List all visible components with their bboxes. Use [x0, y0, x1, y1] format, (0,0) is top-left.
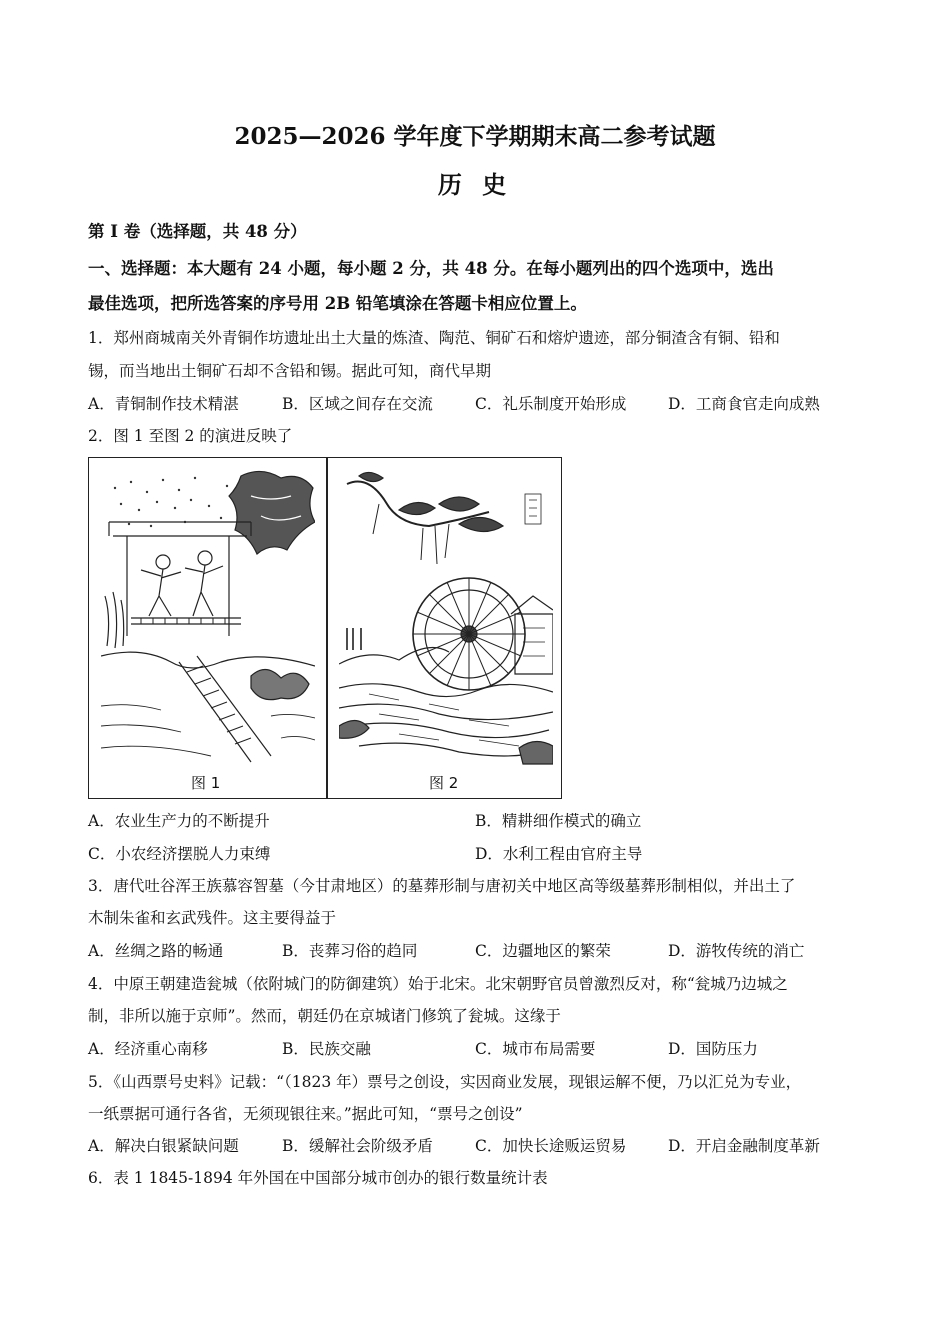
question-4-option-d: D．国防压力: [668, 1040, 758, 1058]
figure-1-caption: 图 1: [191, 774, 221, 792]
question-2-option-d: D．水利工程由官府主导: [475, 845, 643, 863]
question-3-option-c: C．边疆地区的繁荣: [475, 942, 611, 960]
question-1-option-c: C．礼乐制度开始形成: [475, 395, 627, 413]
question-1-line-2: 锡，而当地出土铜矿石却不含铅和锡。据此可知，商代早期: [88, 362, 492, 380]
question-4-option-c: C．城市布局需要: [475, 1040, 596, 1058]
question-4-option-b: B．民族交融: [282, 1040, 371, 1058]
question-5-option-b: B．缓解社会阶级矛盾: [282, 1137, 433, 1155]
question-1-option-a: A．青铜制作技术精湛: [88, 395, 239, 413]
question-5-option-c: C．加快长途贩运贸易: [475, 1137, 627, 1155]
question-5-option-d: D．开启金融制度革新: [668, 1137, 820, 1155]
question-6-line-1: 6．表 1 1845-1894 年外国在中国部分城市创办的银行数量统计表: [88, 1169, 548, 1187]
section-heading: 第 I 卷（选择题，共 48 分）: [88, 222, 307, 241]
section-instruction-line2: 最佳选项，把所选答案的序号用 2B 铅笔填涂在答题卡相应位置上。: [88, 294, 587, 313]
question-3-option-d: D．游牧传统的消亡: [668, 942, 805, 960]
question-5-option-a: A．解决白银紧缺问题: [88, 1137, 239, 1155]
question-3-option-a: A．丝绸之路的畅通: [88, 942, 224, 960]
exam-title: 2025—2026 学年度下学期期末高二参考试题: [234, 123, 716, 150]
question-5-line-1: 5．《山西票号史料》记载：“（1823 年）票号之创设，实因商业发展，现银运解不便，乃以汇兑为专业，: [88, 1073, 802, 1091]
question-4-option-a: A．经济重心南移: [88, 1040, 208, 1058]
question-3-line-2: 木制朱雀和玄武残件。这主要得益于: [88, 909, 337, 927]
section-instruction-line1: 一、选择题：本大题有 24 小题，每小题 2 分，共 48 分。在每小题列出的四个选项中，选出: [88, 259, 774, 278]
question-2-line-1: 2．图 1 至图 2 的演进反映了: [88, 427, 293, 445]
figure-2-illustration: [339, 464, 553, 766]
question-3-line-1: 3．唐代吐谷浑王族慕容智墓（今甘肃地区）的墓葬形制与唐初关中地区高等级墓葬形制相似，并出土了: [88, 877, 796, 895]
figure-2-caption: 图 2: [429, 774, 459, 792]
question-3-option-b: B．丧葬习俗的趋同: [282, 942, 418, 960]
exam-subject: 历 史: [437, 170, 513, 199]
figure-1-illustration: [101, 466, 315, 766]
question-4-line-1: 4．中原王朝建造瓮城（依附城门的防御建筑）始于北宋。北宋朝野官员曾激烈反对，称“瓮城乃边城之: [88, 975, 788, 993]
question-2-figure-panel: [88, 457, 562, 799]
question-1-option-b: B．区域之间存在交流: [282, 395, 433, 413]
question-4-line-2: 制，非所以施于京师”。然而，朝廷仍在京城诸门修筑了瓮城。这缘于: [88, 1007, 561, 1025]
question-2-option-b: B．精耕细作模式的确立: [475, 812, 642, 830]
figure-divider: [326, 458, 328, 798]
question-2-option-a: A．农业生产力的不断提升: [88, 812, 270, 830]
question-5-line-2: 一纸票据可通行各省，无须现银往来。”据此可知，“票号之创设”: [88, 1105, 523, 1123]
question-1-option-d: D．工商食官走向成熟: [668, 395, 820, 413]
question-2-option-c: C．小农经济摆脱人力束缚: [88, 845, 271, 863]
question-1-line-1: 1．郑州商城南关外青铜作坊遗址出土大量的炼渣、陶范、铜矿石和熔炉遗迹，部分铜渣含有铜、铅和: [88, 329, 780, 347]
